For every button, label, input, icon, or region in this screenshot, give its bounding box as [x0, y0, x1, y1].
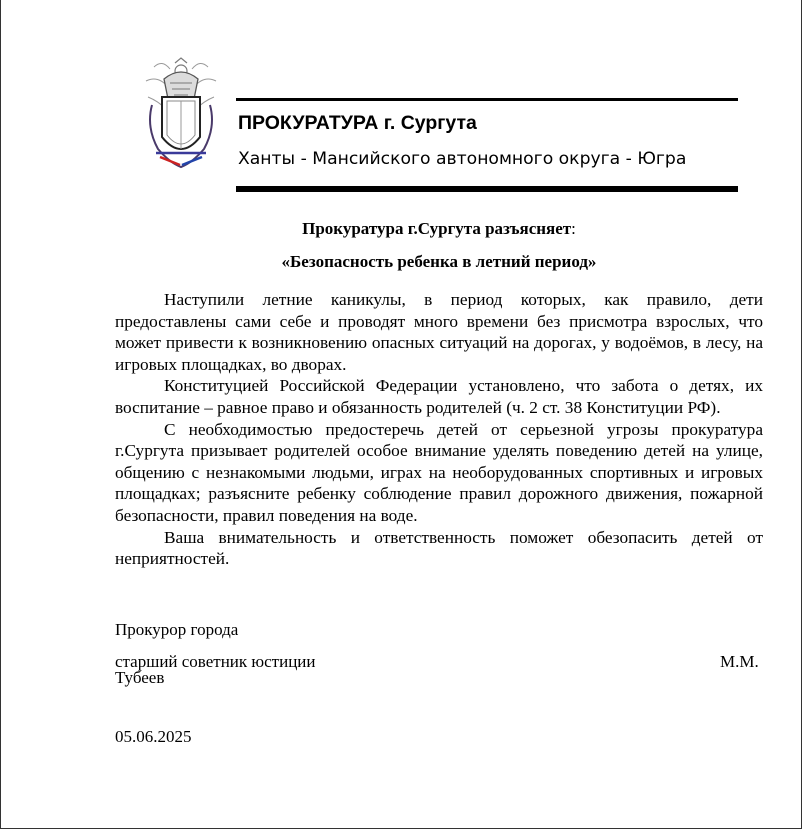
org-region: Ханты - Мансийского автономного округа - Югра — [238, 149, 687, 169]
org-name: ПРОКУРАТУРА г. Сургута — [238, 112, 477, 134]
paragraph: Ваша внимательность и ответственность поможет обезопасить детей от неприятностей. — [115, 527, 763, 569]
document-body — [115, 289, 763, 570]
signature-surname: Тубеев — [115, 668, 165, 687]
signature-rank: старший советник юстиции — [115, 652, 316, 671]
letterhead-top-rule — [236, 98, 738, 101]
signature-position: Прокурор города — [115, 620, 239, 639]
paragraph: Конституцией Российской Федерации установлено, что забота о детях, их воспитание – равное право и обязанность родителей (ч. 2 ст. 38 Конституции РФ). — [115, 376, 763, 417]
heading-colon: : — [571, 219, 576, 238]
prosecutor-emblem-icon — [140, 57, 222, 171]
paragraph: Наступили летние каникулы, в период которых, как правило, дети предоставлены сами себе и проводят много времени без присмотра взрослых, что может привести к возникновению опасных ситуаций на дорогах, у водоёмов, в лесу, на игровых площадках, во дворах. — [115, 290, 763, 374]
letterhead-bottom-rule — [236, 186, 738, 192]
paragraph: С необходимостью предостеречь детей от серьезной угрозы прокуратура г.Сургута призывает родителей особое внимание уделять поведению детей на улице, общению с незнакомыми людьми, играх на необорудованных спортивных и игровых площадках; разъясните ребенку соблюдение правил дорожного движения, пожарной безопасности, правил поведения на воде. — [115, 419, 763, 525]
signature-initials: М.М. — [720, 652, 759, 671]
document-heading — [115, 219, 763, 239]
heading-text: Прокуратура г.Сургута разъясняет — [302, 219, 572, 238]
document-title: «Безопасность ребенка в летний период» — [281, 252, 597, 271]
document-date: 05.06.2025 — [115, 727, 192, 746]
